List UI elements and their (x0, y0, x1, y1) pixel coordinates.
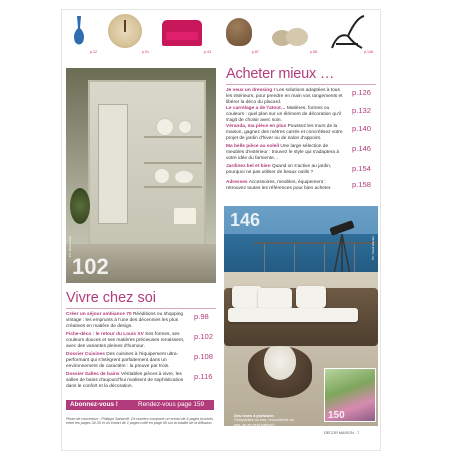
toc-item[interactable]: Dossier Salles de bains Véritables pièces à vivre, les salles de bains d'aujourd'hui rivalisent de sophistication dans le confort et la décoration. (66, 372, 184, 389)
subscribe-banner[interactable] (66, 400, 214, 410)
stones-icon (272, 28, 308, 48)
toc-page[interactable]: p.146 (352, 144, 372, 153)
photo-caption: Des roses à profusion Grimpantes ou non, rencontrées au pas, on en veut partout ! (234, 414, 294, 427)
toc-page[interactable]: p.116 (194, 372, 213, 381)
dog-figurine-icon (226, 18, 252, 46)
page-number-big: 102 (72, 254, 109, 279)
thumbnail-strip (62, 10, 380, 54)
folio: DÉCOR MAISON - 7 (324, 431, 360, 435)
toc-page[interactable]: p.154 (352, 164, 372, 173)
thumb-page: p.87 (252, 50, 259, 54)
toc-item[interactable]: Dossier Cuisines Des cuisines à l'équipement ultra-performant qui s'intègrent parfaitement dans un environnement de caractère : la preuve par trois. (66, 352, 179, 369)
thumb-page: p.43 (204, 50, 211, 54)
thumb-page: p.91 (142, 50, 149, 54)
clock-icon (108, 14, 142, 48)
terrace-photo (224, 206, 378, 426)
thumb-page: p.12 (90, 50, 97, 54)
sofa-icon (162, 20, 202, 46)
thumb-stones[interactable] (272, 10, 320, 54)
toc-item[interactable]: Jardinez bel et bien Quand on s'active au jardin, pourquoi ne pas utiliser de beaux outils ? (226, 164, 332, 175)
toc-page[interactable]: p.98 (194, 312, 209, 321)
thumb-page: p.58 (310, 50, 317, 54)
plant (70, 188, 90, 224)
toc-item[interactable]: Ma belle pièce au soleil Une large sélection de meubles d'extérieur : trouvez le style qui s'adaptera à votre idée du farniente… (226, 144, 340, 161)
thumb-sofa[interactable] (162, 10, 212, 54)
toc-item[interactable]: Je veux un dressing ! Les solutions adaptées à tous les intérieurs, pour prendre en main vos rangements et libérer la déco du placard. (226, 88, 343, 105)
toc-page[interactable]: p.126 (352, 88, 372, 97)
vase-icon (72, 16, 86, 46)
thumb-dog[interactable] (224, 10, 264, 54)
subscribe-label: Abonnez-vous ! (70, 401, 118, 408)
section-title-acheter: Acheter mieux … (226, 66, 335, 82)
cabinet (88, 80, 206, 250)
photo-credit: Ph : Deidi Wacker (371, 236, 375, 260)
page-number-big: 146 (230, 210, 261, 230)
cabinet-photo (66, 68, 216, 283)
divider (66, 308, 216, 309)
divider (226, 84, 376, 85)
thumb-clock[interactable] (108, 10, 152, 54)
toc-item[interactable]: Créer un séjour ambiance 70 Rééditions ou shopping vintage : les emprunts à l'une des décennies les plus créatives en matière de design. (66, 312, 184, 329)
subscribe-page-label: Rendez-vous page 159 (138, 401, 205, 408)
thumb-chair[interactable] (328, 10, 380, 54)
toc-page[interactable]: p.108 (194, 352, 214, 361)
photo-credit: Ph : Bruno Suet (68, 236, 72, 258)
lounge-chair-icon (328, 14, 366, 50)
lamp (174, 208, 196, 224)
toc-item[interactable]: Véranda, ma pièce en plus Poussez les murs de la maison, gagnez des mètres carrés et concrétisez votre projet de jardin d'hiver ou de salon d'appoint. (226, 124, 343, 141)
telescope-icon (328, 218, 356, 276)
toc-page[interactable]: p.102 (194, 332, 214, 341)
footnote: Photo de couverture : Philippe Saharoff. Ce numéro comporte un encart de 4 pages brochés entre les pages 34-35 et un encart de 2 pages collé en page 99 sur la totalité de la diffusion. (66, 417, 214, 426)
toc-page[interactable]: p.158 (352, 180, 372, 189)
toc-item[interactable]: Le carrelage a de l'atout… Matières, formes ou couleurs : quel plan sur un élément de décoration qu'il s'agit de choisir avec soin. (226, 106, 341, 123)
section-title-vivre: Vivre chez soi (66, 290, 156, 306)
toc-item[interactable]: Fiche-déco : le retour du Louis XV Ses formes, ses couleurs douces et ses matières précieuses renaissent, avec des variantes pleines d'humour. (66, 332, 185, 349)
page-number-inset: 150 (328, 410, 345, 421)
toc-page[interactable]: p.140 (352, 124, 372, 133)
thumb-vase[interactable] (66, 10, 102, 54)
railing (254, 242, 378, 270)
pouf (248, 346, 312, 398)
thumb-page: p.146 (364, 50, 373, 54)
toc-item[interactable]: Adresses Accessoires, meubles, équipement : retrouvez toutes les références pour bien acheter. (226, 180, 332, 191)
toc-page[interactable]: p.132 (352, 106, 372, 115)
